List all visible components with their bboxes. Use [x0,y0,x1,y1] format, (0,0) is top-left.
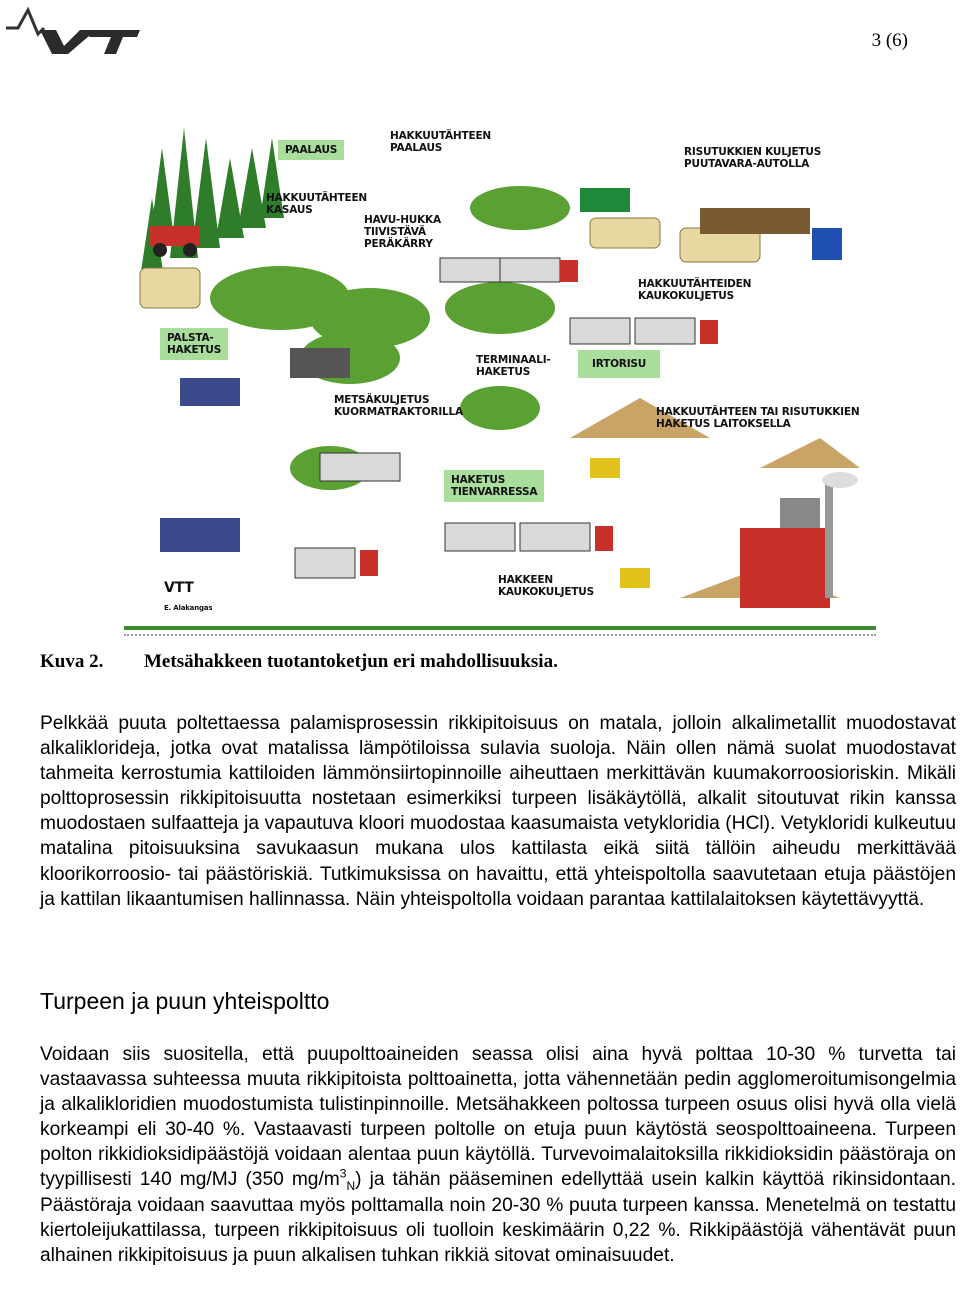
superscript-3: 3 [339,1167,347,1182]
caption-text: Metsähakkeen tuotantoketjun eri mahdollisuuksia. [144,651,558,672]
label-kaukokuljetus: HAKKUUTÄHTEIDEN KAUKOKULJETUS [638,278,752,302]
label-paalaus: PAALAUS [278,140,344,160]
vtt-logo [4,4,144,56]
figure-logo: VTT [164,580,194,596]
label-hakkuutahteen-kasaus: HAKKUUTÄHTEEN KASAUS [266,192,368,216]
production-chain-figure [120,108,876,638]
wheel-loaders [590,458,650,588]
ground-strip [124,626,876,630]
subscript-n: N [346,1179,356,1194]
figure-credit: E. Alakangas [164,604,213,612]
label-metsakuljetus: METSÄKULJETUS KUORMATRAKTORILLA [334,394,463,418]
figure-caption [40,651,558,673]
label-risutukkien-kuljetus: RISUTUKKIEN KULJETUS PUUTAVARA-AUTOLLA [684,146,822,170]
paragraph-2-part-1: Voidaan siis suositella, että puupolttoaineiden seassa olisi aina hyvä polttaa 10-30 % turvetta tai vastaavassa suhteessa muuta rikkipitoista polttoainetta, jotta vähennetään pedin agglomeroitumisongelmia ja alkalikloridien muodostumista tulistinpinnoille. Metsähakkeen poltossa turpeen osuus olisi hyvä olla vielä korkeampi eli 30-40 %. Vastaavasti turpeen poltolle on etuja puun käytöstä seospolttoaineena. Turpeen polton rikkidioksidipäästöjä voidaan alentaa puun käytöllä. Turvevoimalaitoksilla rikkidioksidin päästöraja on tyypillisesti 140 mg/MJ (350 mg/m [40,1044,956,1191]
label-hakkeen-kaukokuljetus: HAKKEEN KAUKOKULJETUS [498,574,594,598]
label-laitoshaketus: HAKKUUTÄHTEEN TAI RISUTUKKIEN HAKETUS LAITOKSELLA [656,406,860,430]
body-paragraph-1: Pelkkää puuta poltettaessa palamisprosessin rikkipitoisuus on matala, jolloin alkalimetallit muodostavat alkalikloridejа, jotka ovat matalissa lämpötiloissa sulavia suoloja. Näin ollen nämä suolat muodostavat tahmeita kerrostumia kattiloiden lämmönsiirtopinnoille aiheuttaen merkittävän kuumakorroosioriskin. Mikäli polttoprosessin rikkipitoisuutta nostetaan esimerkiksi turpeen lisäkäytöllä, alkalit sitoutuvat rikin kanssa muodostaen sulfaatteja ja vapautuva kloori muodostaa kaasumaista vetykloridia (HCl). Vetykloridi kulkeutuu matalina pitoisuuksina savukaasun mukana ulos kattilasta eikä siitä tällöin aiheudu merkittävää kloorikorroosio- tai päästöriskiä. Tutkimuksissa on havaittu, että yhteispoltolla saavutetaan etuja päästöjen ja kattilan likaantumisen hallinnassa. Näin yhteispoltolla voidaan parantaa kattilalaitoksen käytettävyyttä. [40,713,956,910]
label-irtorisu: IRTORISU [578,350,660,378]
label-terminaalihaketus: TERMINAALI- HAKETUS [476,354,551,378]
body-paragraph-2 [40,1042,956,1268]
paragraph-2-part-2: ) ja tähän pääseminen edellyttää usein kalkin käyttöä rikinsidontaan. Päästöraja voidaan saavuttaa myös polttamalla noin 20-30 % puuta turpeen kanssa. Menetelmä on testattu kiertoleijukattilassa, turpeen rikkipitoisuus oli tuolloin keskimäärin 0,22 %. Rikkipäästöjä vähentävät puun alhainen rikkipitoisuus ja puun alkalisen tuhkan rikkiä sitovat ominaisuudet. [40,1169,956,1266]
page-number: 3 (6) [871,30,908,51]
label-palstahaketus: PALSTA- HAKETUS [160,328,228,360]
label-havu-hukka: HAVU-HUKKA TIIVISTÄVÄ PERÄKÄRRY [364,214,441,250]
section-heading: Turpeen ja puun yhteispoltto [40,988,330,1014]
figure-baseline [124,634,876,636]
trucks [295,208,842,578]
label-hakkuutahteen-paalaus: HAKKUUTÄHTEEN PAALAUS [390,130,492,154]
power-plant [740,472,858,608]
label-tienvarsi: HAKETUS TIENVARRESSA [444,470,544,502]
caption-number: Kuva 2. [40,651,104,672]
